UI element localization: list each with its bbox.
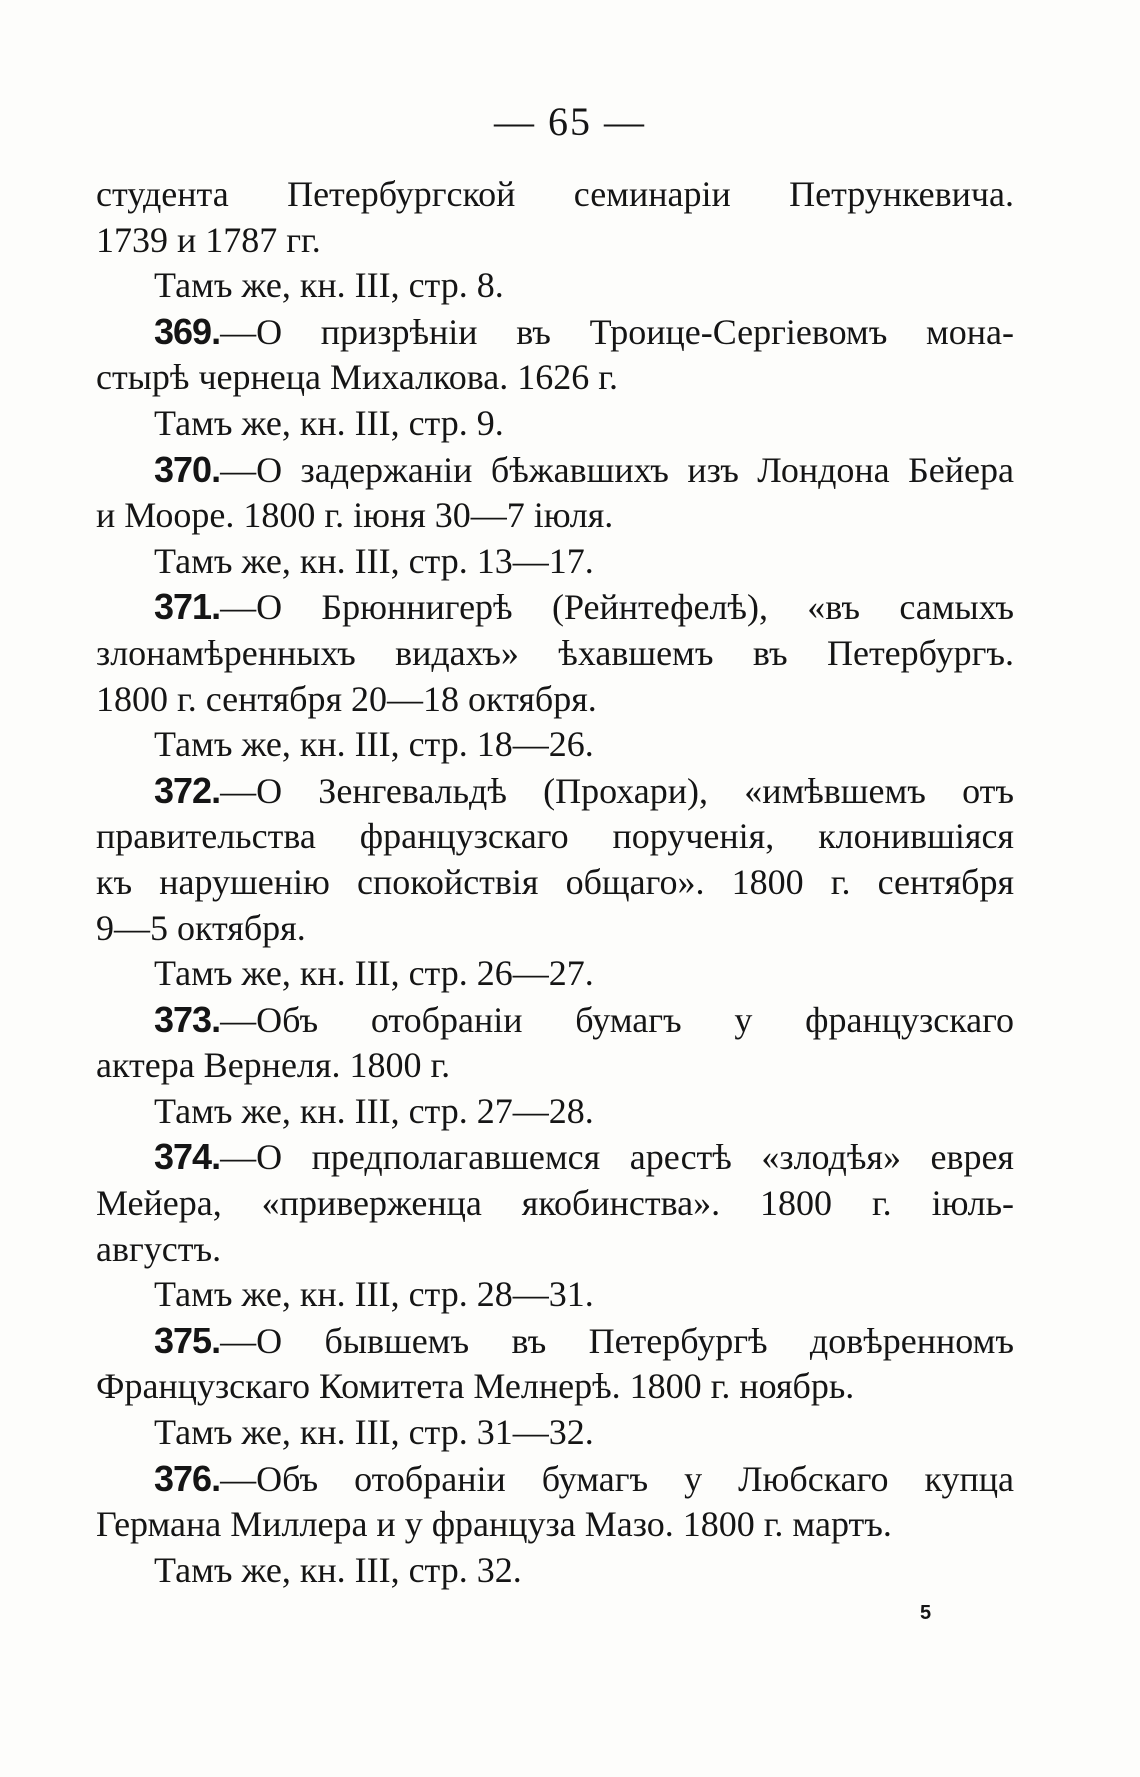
entry-number: 370. (154, 448, 221, 490)
entry-text-line: Германа Миллера и у француза Мазо. 1800 г. мартъ. (96, 1504, 892, 1545)
entry-371 (96, 584, 1014, 631)
entry-text-line: —О задержанiи бѣжавшихъ изъ Лондона Бейера (220, 449, 1014, 490)
page-body (96, 172, 1014, 1593)
entry-text-line: —Объ отобранiи бумагъ у французскаго (220, 999, 1014, 1040)
entry-text-line: —Объ отобранiи бумагъ у Любскаго купца (220, 1458, 1014, 1499)
entry-text-line: и Мооре. 1800 г. iюня 30—7 iюля. (96, 495, 614, 536)
source-reference: Тамъ же, кн. III, стр. 9. (154, 402, 504, 443)
entry-text-line: —О Зенгевальдѣ (Прохари), «имѣвшемъ отъ (220, 770, 1014, 811)
source-reference: Тамъ же, кн. III, стр. 13—17. (154, 540, 594, 581)
entry-text-line: стырѣ чернеца Михалкова. 1626 г. (96, 357, 618, 398)
entry-369 (96, 309, 1014, 356)
source-reference: Тамъ же, кн. III, стр. 8. (154, 265, 504, 306)
page-number: — 65 — (494, 99, 646, 144)
intro-line: 1739 и 1787 гг. (96, 219, 321, 260)
entry-number: 371. (154, 586, 221, 628)
entry-text-line: злонамѣренныхъ видахъ» ѣхавшемъ въ Петербургъ. (96, 632, 1014, 673)
entry-number: 372. (154, 769, 221, 811)
entry-text-line: —О Брюннигерѣ (Рейнтефелѣ), «въ самыхъ (220, 587, 1014, 628)
signature-mark: 5 (920, 1602, 932, 1624)
intro-line: студента Петербургской семинарiи Петрункевича. (96, 174, 1014, 214)
entry-text-line: —О предполагавшемся арестѣ «злодѣя» еврея (220, 1137, 1014, 1178)
entry-number: 375. (154, 1319, 221, 1361)
entry-370 (96, 447, 1014, 494)
entry-text-line: —О призрѣнiи въ Троице-Сергiевомъ мона- (220, 311, 1014, 352)
entry-number: 369. (154, 310, 221, 352)
entry-text-line: —О бывшемъ въ Петербургѣ довѣренномъ (220, 1320, 1014, 1361)
source-reference: Тамъ же, кн. III, стр. 26—27. (154, 953, 594, 994)
entry-text-line: 9—5 октября. (96, 907, 306, 948)
source-reference: Тамъ же, кн. III, стр. 31—32. (154, 1412, 594, 1453)
entry-text-line: 1800 г. сентября 20—18 октября. (96, 678, 597, 719)
source-reference: Тамъ же, кн. III, стр. 28—31. (154, 1274, 594, 1315)
source-reference: Тамъ же, кн. III, стр. 32. (154, 1549, 522, 1590)
entry-text-line: правительства французскаго порученiя, клонившiяся (96, 816, 1014, 857)
entry-text-line: Мейера, «приверженца якобинства». 1800 г. iюль- (96, 1183, 1014, 1224)
entry-text-line: августъ. (96, 1228, 222, 1269)
entry-text-line: актера Вернеля. 1800 г. (96, 1045, 451, 1086)
entry-text-line: къ нарушенiю спокойствiя общаго». 1800 г. сентября (96, 861, 1014, 902)
entry-number: 374. (154, 1136, 221, 1178)
entry-text-line: Французскаго Комитета Мелнерѣ. 1800 г. ноябрь. (96, 1366, 855, 1407)
entry-376 (96, 1456, 1014, 1503)
entry-373 (96, 997, 1014, 1044)
entry-375 (96, 1318, 1014, 1365)
entry-374 (96, 1134, 1014, 1181)
source-reference: Тамъ же, кн. III, стр. 18—26. (154, 724, 594, 765)
source-reference: Тамъ же, кн. III, стр. 27—28. (154, 1090, 594, 1131)
entry-number: 373. (154, 998, 221, 1040)
entry-372 (96, 768, 1014, 815)
entry-number: 376. (154, 1457, 221, 1499)
